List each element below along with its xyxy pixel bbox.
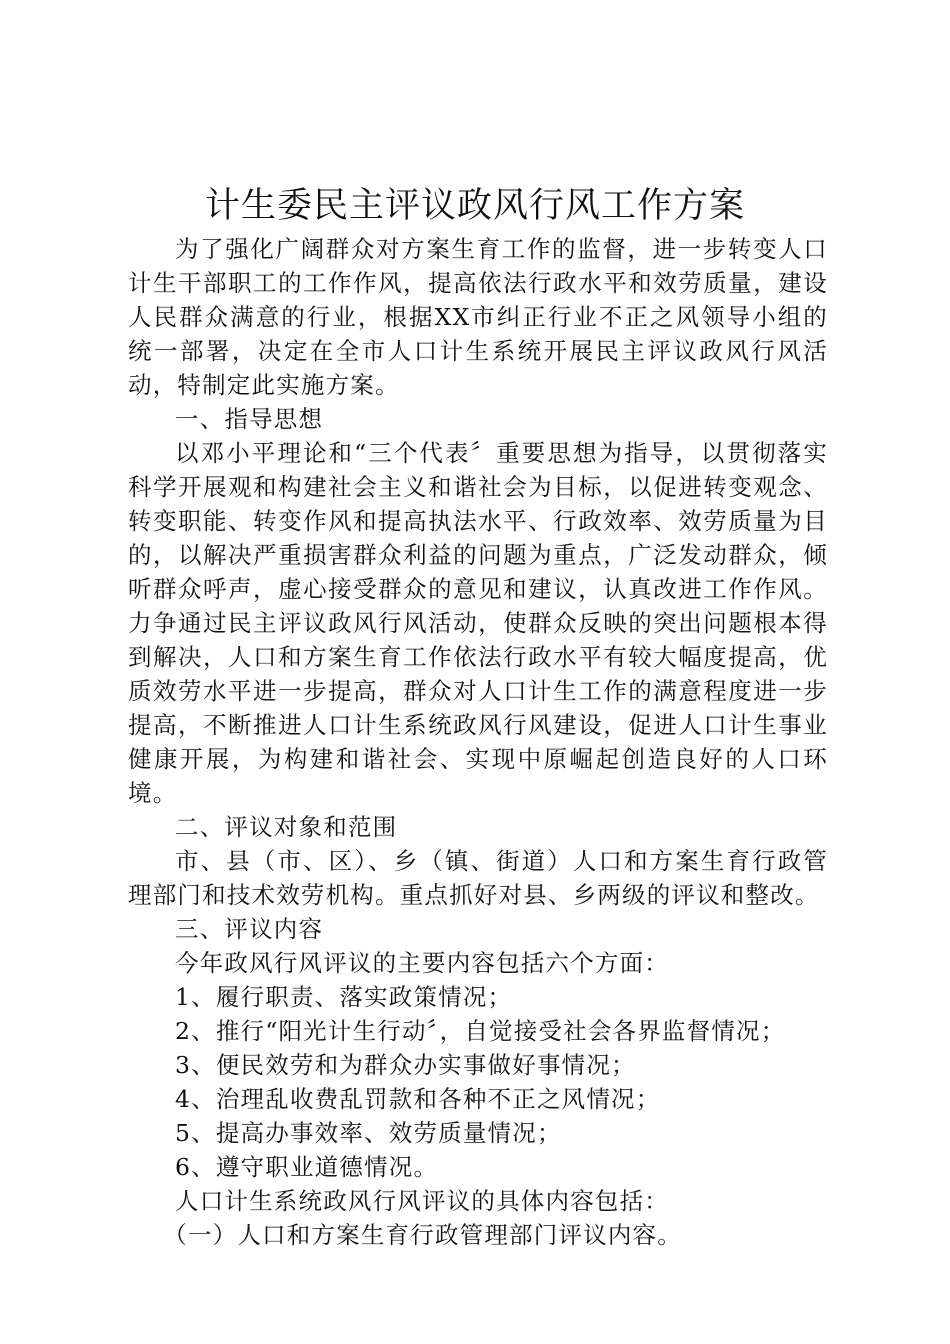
section-2-paragraph: 市、县（市、区）、乡（镇、街道）人口和方案生育行政管理部门和技术效劳机构。重点抓好对县、乡两级的评议和整改。 — [128, 847, 828, 909]
section-1-paragraph: 以邓小平理论和“三个代表〞重要思想为指导，以贯彻落实科学开展观和构建社会主义和谐社会为目标，以促进转变观念、转变职能、转变作风和提高执法水平、行政效率、效劳质量为目的，以解决严重损害群众利益的问题为重点，广泛发动群众，倾听群众呼声，虚心接受群众的意见和建议，认真改进工作作风。力争通过民主评议政风行风活动，使群众反映的突出问题根本得到解决，人口和方案生育工作依法行政水平有较大幅度提高，优质效劳水平进一步提高，群众对人口计生工作的满意程度进一步提高，不断推进人口计生系统政风行风建设，促进人口计生事业健康开展，为构建和谐社会、实现中原崛起创造良好的人口环境。 — [128, 439, 828, 807]
list-item: 2、推行“阳光计生行动〞，自觉接受社会各界监督情况； — [175, 1017, 786, 1045]
list-item: 1、履行职责、落实政策情况； — [175, 983, 513, 1011]
list-item: 3、便民效劳和为群众办实事做好事情况； — [175, 1051, 636, 1079]
section-3-detail-intro: 人口计生系统政风行风评议的具体内容包括： — [175, 1187, 669, 1215]
document-title: 计生委民主评议政风行风工作方案 — [204, 186, 745, 226]
list-item: 6、遵守职业道德情况。 — [175, 1153, 439, 1181]
list-item: 4、治理乱收费乱罚款和各种不正之风情况； — [175, 1085, 661, 1113]
section-3-heading: 三、评议内容 — [175, 915, 324, 943]
section-3-intro: 今年政风行风评议的主要内容包括六个方面： — [175, 949, 669, 977]
section-1-heading: 一、指导思想 — [175, 405, 324, 433]
document-body — [128, 232, 828, 1252]
list-item: 5、提高办事效率、效劳质量情况； — [175, 1119, 562, 1147]
subsection-1-heading: （一）人口和方案生育行政管理部门评议内容。 — [163, 1221, 682, 1249]
section-2-heading: 二、评议对象和范围 — [175, 813, 398, 841]
intro-paragraph: 为了强化广阔群众对方案生育工作的监督，进一步转变人口计生干部职工的工作作风，提高依法行政水平和效劳质量，建设人民群众满意的行业，根据XX市纠正行业不正之风领导小组的统一部署，决定在全市人口计生系统开展民主评议政风行风活动，特制定此实施方案。 — [128, 235, 828, 399]
